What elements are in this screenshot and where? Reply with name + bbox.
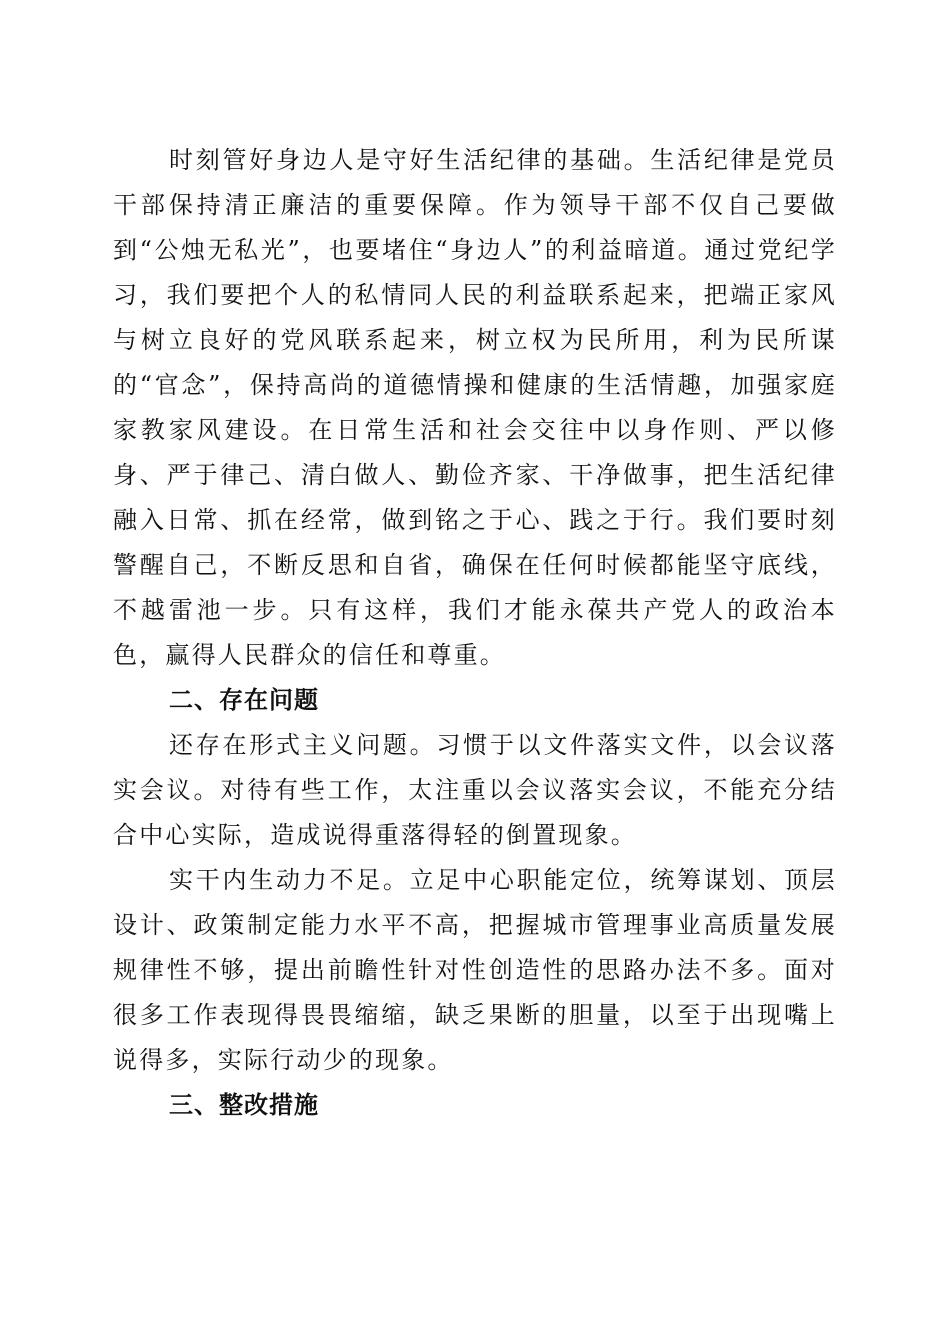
section-heading: 三、整改措施	[169, 1091, 319, 1119]
section-heading: 二、存在问题	[169, 686, 319, 714]
body-paragraph: 实干内生动力不足。立足中心职能定位，统筹谋划、顶层设计、政策制定能力水平不高，把握城市管理事业高质量发展规律性不够，提出前瞻性针对性创造性的思路办法不多。面对很多工作表现得畏畏缩缩，缺乏果断的胆量，以至于出现嘴上说得多，实际行动少的现象。	[113, 866, 837, 1074]
body-paragraph: 还存在形式主义问题。习惯于以文件落实文件，以会议落实会议。对待有些工作，太注重以会议落实会议，不能充分结合中心实际，造成说得重落得轻的倒置现象。	[113, 731, 837, 849]
document-body	[113, 138, 837, 1128]
body-paragraph: 时刻管好身边人是守好生活纪律的基础。生活纪律是党员干部保持清正廉洁的重要保障。作为领导干部不仅自己要做到“公烛无私光”，也要堵住“身边人”的利益暗道。通过党纪学习，我们要把个人的私情同人民的利益联系起来，把端正家风与树立良好的党风联系起来，树立权为民所用，利为民所谋的“官念”，保持高尚的道德情操和健康的生活情趣，加强家庭家教家风建设。在日常生活和社会交往中以身作则、严以修身、严于律己、清白做人、勤俭齐家、干净做事，把生活纪律融入日常、抓在经常，做到铭之于心、践之于行。我们要时刻警醒自己，不断反思和自省，确保在任何时候都能坚守底线，不越雷池一步。只有这样，我们才能永葆共产党人的政治本色，赢得人民群众的信任和尊重。	[113, 146, 837, 669]
